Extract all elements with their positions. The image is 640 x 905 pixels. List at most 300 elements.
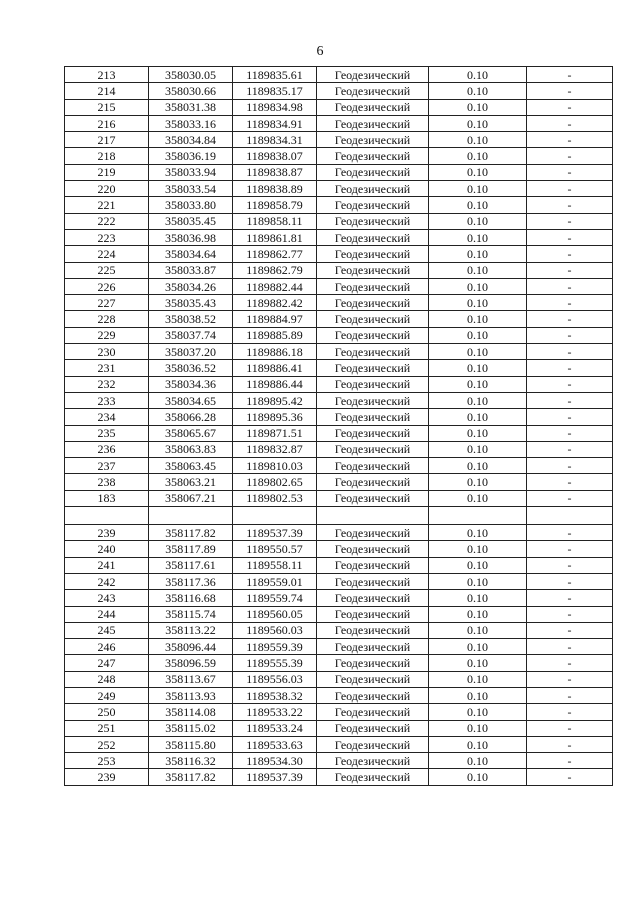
y-coordinate-cell: 1189538.32 <box>233 687 317 703</box>
y-coordinate-cell: 1189556.03 <box>233 671 317 687</box>
x-coordinate-cell: 358065.67 <box>149 425 233 441</box>
table-row <box>65 687 613 703</box>
x-coordinate-cell: 358036.52 <box>149 360 233 376</box>
point-number-cell: 241 <box>65 557 149 573</box>
accuracy-cell: 0.10 <box>429 474 527 490</box>
y-coordinate-cell: 1189533.24 <box>233 720 317 736</box>
note-cell: - <box>527 262 613 278</box>
note-cell: - <box>527 132 613 148</box>
method-cell: Геодезический <box>317 376 429 392</box>
note-cell: - <box>527 557 613 573</box>
method-cell: Геодезический <box>317 736 429 752</box>
table-row <box>65 229 613 245</box>
x-coordinate-cell: 358096.44 <box>149 639 233 655</box>
table-row <box>65 590 613 606</box>
method-cell: Геодезический <box>317 687 429 703</box>
note-cell: - <box>527 474 613 490</box>
table-row <box>65 262 613 278</box>
note-cell: - <box>527 687 613 703</box>
accuracy-cell: 0.10 <box>429 409 527 425</box>
x-coordinate-cell: 358037.74 <box>149 327 233 343</box>
accuracy-cell: 0.10 <box>429 392 527 408</box>
accuracy-cell: 0.10 <box>429 83 527 99</box>
accuracy-cell <box>429 507 527 525</box>
point-number-cell <box>65 507 149 525</box>
point-number-cell: 233 <box>65 392 149 408</box>
method-cell: Геодезический <box>317 99 429 115</box>
method-cell: Геодезический <box>317 213 429 229</box>
point-number-cell: 247 <box>65 655 149 671</box>
x-coordinate-cell: 358034.36 <box>149 376 233 392</box>
note-cell: - <box>527 622 613 638</box>
point-number-cell: 232 <box>65 376 149 392</box>
table-row <box>65 213 613 229</box>
table-row <box>65 639 613 655</box>
note-cell: - <box>527 83 613 99</box>
method-cell: Геодезический <box>317 639 429 655</box>
method-cell: Геодезический <box>317 83 429 99</box>
y-coordinate-cell: 1189802.65 <box>233 474 317 490</box>
x-coordinate-cell: 358033.94 <box>149 164 233 180</box>
method-cell: Геодезический <box>317 425 429 441</box>
method-cell: Геодезический <box>317 720 429 736</box>
table-row <box>65 376 613 392</box>
x-coordinate-cell: 358034.65 <box>149 392 233 408</box>
x-coordinate-cell: 358034.64 <box>149 246 233 262</box>
y-coordinate-cell: 1189886.18 <box>233 344 317 360</box>
note-cell: - <box>527 376 613 392</box>
note-cell: - <box>527 541 613 557</box>
x-coordinate-cell: 358035.45 <box>149 213 233 229</box>
table-row <box>65 655 613 671</box>
point-number-cell: 248 <box>65 671 149 687</box>
point-number-cell: 230 <box>65 344 149 360</box>
accuracy-cell: 0.10 <box>429 311 527 327</box>
note-cell: - <box>527 753 613 769</box>
point-number-cell: 215 <box>65 99 149 115</box>
point-number-cell: 226 <box>65 278 149 294</box>
accuracy-cell: 0.10 <box>429 655 527 671</box>
note-cell: - <box>527 99 613 115</box>
method-cell: Геодезический <box>317 164 429 180</box>
accuracy-cell: 0.10 <box>429 622 527 638</box>
y-coordinate-cell: 1189555.39 <box>233 655 317 671</box>
point-number-cell: 217 <box>65 132 149 148</box>
y-coordinate-cell: 1189560.03 <box>233 622 317 638</box>
y-coordinate-cell: 1189861.81 <box>233 229 317 245</box>
page-number: 6 <box>316 44 324 59</box>
accuracy-cell: 0.10 <box>429 704 527 720</box>
table-row <box>65 573 613 589</box>
table-row <box>65 327 613 343</box>
y-coordinate-cell: 1189533.63 <box>233 736 317 752</box>
y-coordinate-cell: 1189834.91 <box>233 115 317 131</box>
table-row <box>65 507 613 525</box>
coordinates-table <box>64 66 613 786</box>
y-coordinate-cell: 1189560.05 <box>233 606 317 622</box>
x-coordinate-cell: 358115.02 <box>149 720 233 736</box>
table-row <box>65 344 613 360</box>
point-number-cell: 228 <box>65 311 149 327</box>
x-coordinate-cell: 358117.82 <box>149 525 233 541</box>
x-coordinate-cell: 358116.68 <box>149 590 233 606</box>
note-cell: - <box>527 327 613 343</box>
method-cell: Геодезический <box>317 278 429 294</box>
note-cell: - <box>527 344 613 360</box>
method-cell: Геодезический <box>317 246 429 262</box>
y-coordinate-cell: 1189559.01 <box>233 573 317 589</box>
note-cell: - <box>527 671 613 687</box>
x-coordinate-cell: 358067.21 <box>149 490 233 506</box>
note-cell: - <box>527 425 613 441</box>
point-number-cell: 216 <box>65 115 149 131</box>
note-cell: - <box>527 704 613 720</box>
y-coordinate-cell: 1189886.41 <box>233 360 317 376</box>
accuracy-cell: 0.10 <box>429 99 527 115</box>
method-cell: Геодезический <box>317 360 429 376</box>
method-cell: Геодезический <box>317 474 429 490</box>
table-row <box>65 311 613 327</box>
note-cell: - <box>527 409 613 425</box>
table-row <box>65 83 613 99</box>
table-row <box>65 360 613 376</box>
table-row <box>65 525 613 541</box>
accuracy-cell: 0.10 <box>429 376 527 392</box>
x-coordinate-cell: 358117.61 <box>149 557 233 573</box>
y-coordinate-cell: 1189895.36 <box>233 409 317 425</box>
point-number-cell: 220 <box>65 181 149 197</box>
y-coordinate-cell: 1189871.51 <box>233 425 317 441</box>
table-row <box>65 769 613 785</box>
point-number-cell: 242 <box>65 573 149 589</box>
method-cell: Геодезический <box>317 525 429 541</box>
method-cell: Геодезический <box>317 769 429 785</box>
x-coordinate-cell <box>149 507 233 525</box>
method-cell: Геодезический <box>317 557 429 573</box>
method-cell: Геодезический <box>317 67 429 83</box>
accuracy-cell: 0.10 <box>429 278 527 294</box>
y-coordinate-cell: 1189533.22 <box>233 704 317 720</box>
accuracy-cell: 0.10 <box>429 181 527 197</box>
y-coordinate-cell: 1189838.89 <box>233 181 317 197</box>
point-number-cell: 240 <box>65 541 149 557</box>
table-row <box>65 425 613 441</box>
x-coordinate-cell: 358031.38 <box>149 99 233 115</box>
method-cell: Геодезический <box>317 490 429 506</box>
x-coordinate-cell: 358033.16 <box>149 115 233 131</box>
accuracy-cell: 0.10 <box>429 753 527 769</box>
method-cell: Геодезический <box>317 541 429 557</box>
method-cell: Геодезический <box>317 704 429 720</box>
method-cell: Геодезический <box>317 197 429 213</box>
y-coordinate-cell: 1189558.11 <box>233 557 317 573</box>
x-coordinate-cell: 358113.67 <box>149 671 233 687</box>
y-coordinate-cell: 1189884.97 <box>233 311 317 327</box>
table-row <box>65 557 613 573</box>
point-number-cell: 183 <box>65 490 149 506</box>
accuracy-cell: 0.10 <box>429 573 527 589</box>
accuracy-cell: 0.10 <box>429 246 527 262</box>
point-number-cell: 244 <box>65 606 149 622</box>
point-number-cell: 218 <box>65 148 149 164</box>
x-coordinate-cell: 358034.84 <box>149 132 233 148</box>
method-cell: Геодезический <box>317 622 429 638</box>
accuracy-cell: 0.10 <box>429 360 527 376</box>
x-coordinate-cell: 358030.66 <box>149 83 233 99</box>
method-cell: Геодезический <box>317 115 429 131</box>
x-coordinate-cell: 358030.05 <box>149 67 233 83</box>
method-cell: Геодезический <box>317 327 429 343</box>
accuracy-cell: 0.10 <box>429 67 527 83</box>
table-row <box>65 181 613 197</box>
table-row <box>65 704 613 720</box>
accuracy-cell: 0.10 <box>429 344 527 360</box>
note-cell: - <box>527 181 613 197</box>
accuracy-cell: 0.10 <box>429 148 527 164</box>
x-coordinate-cell: 358114.08 <box>149 704 233 720</box>
x-coordinate-cell: 358033.87 <box>149 262 233 278</box>
coordinates-table-body <box>65 67 613 786</box>
y-coordinate-cell: 1189834.31 <box>233 132 317 148</box>
x-coordinate-cell: 358096.59 <box>149 655 233 671</box>
table-row <box>65 99 613 115</box>
table-row <box>65 441 613 457</box>
point-number-cell: 243 <box>65 590 149 606</box>
accuracy-cell: 0.10 <box>429 229 527 245</box>
table-row <box>65 671 613 687</box>
x-coordinate-cell: 358113.22 <box>149 622 233 638</box>
point-number-cell: 250 <box>65 704 149 720</box>
point-number-cell: 238 <box>65 474 149 490</box>
table-row <box>65 132 613 148</box>
table-row <box>65 736 613 752</box>
table-row <box>65 392 613 408</box>
y-coordinate-cell: 1189802.53 <box>233 490 317 506</box>
method-cell: Геодезический <box>317 409 429 425</box>
y-coordinate-cell: 1189858.79 <box>233 197 317 213</box>
note-cell: - <box>527 769 613 785</box>
point-number-cell: 225 <box>65 262 149 278</box>
y-coordinate-cell: 1189885.89 <box>233 327 317 343</box>
y-coordinate-cell: 1189858.11 <box>233 213 317 229</box>
accuracy-cell: 0.10 <box>429 115 527 131</box>
note-cell: - <box>527 229 613 245</box>
accuracy-cell: 0.10 <box>429 590 527 606</box>
x-coordinate-cell: 358115.80 <box>149 736 233 752</box>
method-cell: Геодезический <box>317 606 429 622</box>
accuracy-cell: 0.10 <box>429 639 527 655</box>
point-number-cell: 245 <box>65 622 149 638</box>
y-coordinate-cell: 1189559.74 <box>233 590 317 606</box>
y-coordinate-cell: 1189835.61 <box>233 67 317 83</box>
note-cell: - <box>527 655 613 671</box>
note-cell: - <box>527 573 613 589</box>
point-number-cell: 237 <box>65 458 149 474</box>
method-cell: Геодезический <box>317 295 429 311</box>
accuracy-cell: 0.10 <box>429 720 527 736</box>
y-coordinate-cell: 1189895.42 <box>233 392 317 408</box>
point-number-cell: 222 <box>65 213 149 229</box>
note-cell: - <box>527 197 613 213</box>
point-number-cell: 213 <box>65 67 149 83</box>
x-coordinate-cell: 358117.36 <box>149 573 233 589</box>
table-row <box>65 295 613 311</box>
x-coordinate-cell: 358063.83 <box>149 441 233 457</box>
accuracy-cell: 0.10 <box>429 327 527 343</box>
note-cell: - <box>527 736 613 752</box>
table-row <box>65 753 613 769</box>
note-cell: - <box>527 148 613 164</box>
x-coordinate-cell: 358116.32 <box>149 753 233 769</box>
accuracy-cell: 0.10 <box>429 557 527 573</box>
x-coordinate-cell: 358063.21 <box>149 474 233 490</box>
y-coordinate-cell: 1189537.39 <box>233 525 317 541</box>
x-coordinate-cell: 358066.28 <box>149 409 233 425</box>
point-number-cell: 223 <box>65 229 149 245</box>
table-row <box>65 490 613 506</box>
table-row <box>65 197 613 213</box>
note-cell: - <box>527 525 613 541</box>
note-cell: - <box>527 360 613 376</box>
note-cell: - <box>527 295 613 311</box>
accuracy-cell: 0.10 <box>429 525 527 541</box>
x-coordinate-cell: 358034.26 <box>149 278 233 294</box>
accuracy-cell: 0.10 <box>429 441 527 457</box>
point-number-cell: 229 <box>65 327 149 343</box>
method-cell: Геодезический <box>317 392 429 408</box>
table-row <box>65 67 613 83</box>
note-cell <box>527 507 613 525</box>
note-cell: - <box>527 164 613 180</box>
note-cell: - <box>527 606 613 622</box>
note-cell: - <box>527 213 613 229</box>
point-number-cell: 221 <box>65 197 149 213</box>
method-cell: Геодезический <box>317 311 429 327</box>
accuracy-cell: 0.10 <box>429 769 527 785</box>
accuracy-cell: 0.10 <box>429 425 527 441</box>
accuracy-cell: 0.10 <box>429 687 527 703</box>
y-coordinate-cell: 1189882.44 <box>233 278 317 294</box>
note-cell: - <box>527 246 613 262</box>
x-coordinate-cell: 358033.80 <box>149 197 233 213</box>
accuracy-cell: 0.10 <box>429 295 527 311</box>
method-cell: Геодезический <box>317 671 429 687</box>
y-coordinate-cell: 1189810.03 <box>233 458 317 474</box>
method-cell: Геодезический <box>317 753 429 769</box>
note-cell: - <box>527 458 613 474</box>
table-row <box>65 622 613 638</box>
method-cell: Геодезический <box>317 148 429 164</box>
accuracy-cell: 0.10 <box>429 197 527 213</box>
table-row <box>65 606 613 622</box>
y-coordinate-cell: 1189862.79 <box>233 262 317 278</box>
accuracy-cell: 0.10 <box>429 164 527 180</box>
point-number-cell: 251 <box>65 720 149 736</box>
y-coordinate-cell: 1189534.30 <box>233 753 317 769</box>
point-number-cell: 249 <box>65 687 149 703</box>
table-row <box>65 246 613 262</box>
table-row <box>65 409 613 425</box>
note-cell: - <box>527 115 613 131</box>
y-coordinate-cell: 1189838.87 <box>233 164 317 180</box>
table-row <box>65 115 613 131</box>
method-cell: Геодезический <box>317 458 429 474</box>
method-cell: Геодезический <box>317 132 429 148</box>
point-number-cell: 234 <box>65 409 149 425</box>
y-coordinate-cell: 1189834.98 <box>233 99 317 115</box>
method-cell: Геодезический <box>317 229 429 245</box>
point-number-cell: 239 <box>65 769 149 785</box>
table-row <box>65 541 613 557</box>
y-coordinate-cell: 1189838.07 <box>233 148 317 164</box>
x-coordinate-cell: 358115.74 <box>149 606 233 622</box>
note-cell: - <box>527 392 613 408</box>
accuracy-cell: 0.10 <box>429 736 527 752</box>
point-number-cell: 252 <box>65 736 149 752</box>
note-cell: - <box>527 278 613 294</box>
table-row <box>65 278 613 294</box>
table-row <box>65 474 613 490</box>
note-cell: - <box>527 639 613 655</box>
note-cell: - <box>527 67 613 83</box>
note-cell: - <box>527 590 613 606</box>
accuracy-cell: 0.10 <box>429 606 527 622</box>
point-number-cell: 253 <box>65 753 149 769</box>
note-cell: - <box>527 441 613 457</box>
table-row <box>65 720 613 736</box>
x-coordinate-cell: 358035.43 <box>149 295 233 311</box>
x-coordinate-cell: 358038.52 <box>149 311 233 327</box>
method-cell: Геодезический <box>317 262 429 278</box>
method-cell: Геодезический <box>317 344 429 360</box>
method-cell: Геодезический <box>317 441 429 457</box>
x-coordinate-cell: 358113.93 <box>149 687 233 703</box>
x-coordinate-cell: 358117.89 <box>149 541 233 557</box>
x-coordinate-cell: 358117.82 <box>149 769 233 785</box>
note-cell: - <box>527 490 613 506</box>
point-number-cell: 239 <box>65 525 149 541</box>
accuracy-cell: 0.10 <box>429 490 527 506</box>
point-number-cell: 214 <box>65 83 149 99</box>
y-coordinate-cell: 1189550.57 <box>233 541 317 557</box>
x-coordinate-cell: 358037.20 <box>149 344 233 360</box>
accuracy-cell: 0.10 <box>429 458 527 474</box>
point-number-cell: 235 <box>65 425 149 441</box>
method-cell <box>317 507 429 525</box>
x-coordinate-cell: 358063.45 <box>149 458 233 474</box>
point-number-cell: 224 <box>65 246 149 262</box>
y-coordinate-cell: 1189835.17 <box>233 83 317 99</box>
method-cell: Геодезический <box>317 181 429 197</box>
y-coordinate-cell: 1189882.42 <box>233 295 317 311</box>
y-coordinate-cell: 1189832.87 <box>233 441 317 457</box>
point-number-cell: 236 <box>65 441 149 457</box>
note-cell: - <box>527 720 613 736</box>
y-coordinate-cell: 1189886.44 <box>233 376 317 392</box>
method-cell: Геодезический <box>317 573 429 589</box>
accuracy-cell: 0.10 <box>429 262 527 278</box>
point-number-cell: 219 <box>65 164 149 180</box>
y-coordinate-cell: 1189559.39 <box>233 639 317 655</box>
y-coordinate-cell: 1189862.77 <box>233 246 317 262</box>
accuracy-cell: 0.10 <box>429 541 527 557</box>
y-coordinate-cell <box>233 507 317 525</box>
table-row <box>65 164 613 180</box>
x-coordinate-cell: 358033.54 <box>149 181 233 197</box>
accuracy-cell: 0.10 <box>429 671 527 687</box>
method-cell: Геодезический <box>317 655 429 671</box>
x-coordinate-cell: 358036.19 <box>149 148 233 164</box>
